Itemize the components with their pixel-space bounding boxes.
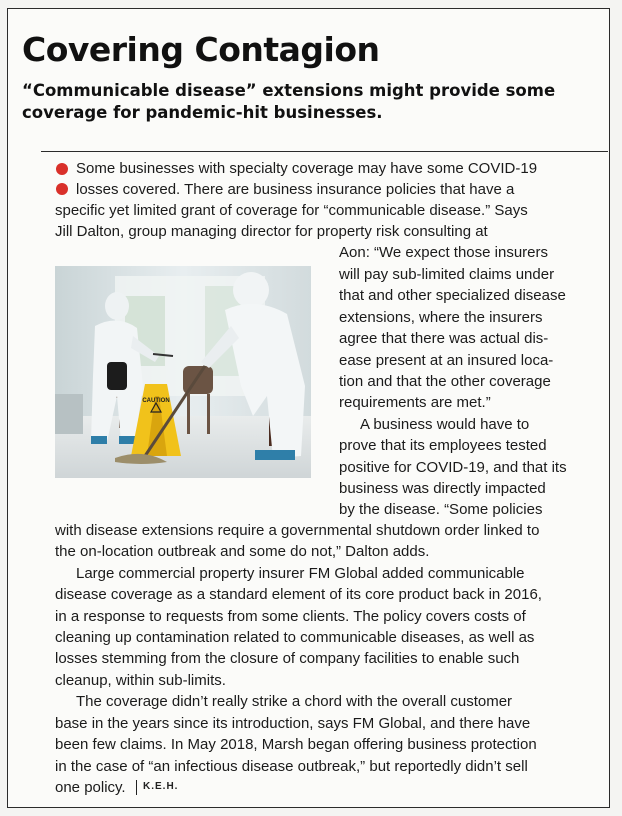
bullet-dot-icon — [56, 163, 68, 175]
body-line: losses stemming from the closure of company facilities to enable such — [55, 650, 520, 667]
body-line: been few claims. In May 2018, Marsh began offering business protection — [55, 736, 537, 753]
body-line: requirements are met.” — [339, 394, 491, 411]
author-initials: K.E.H. — [143, 781, 179, 792]
body-line: extensions, where the insurers — [339, 309, 543, 326]
body-line: positive for COVID-19, and that its — [339, 459, 567, 476]
body-line: ease present at an insured loca- — [339, 352, 554, 369]
body-line: Aon: “We expect those insurers — [339, 244, 548, 261]
bullet-dot-icon — [56, 183, 68, 195]
body-line: one policy. — [55, 779, 126, 796]
body-line: losses covered. There are business insurance policies that have a — [76, 181, 515, 198]
body-line: disease coverage as a standard element of its core product back in 2016, — [55, 586, 542, 603]
body-line: Some businesses with specialty coverage may have some COVID-19 — [76, 160, 538, 177]
body-line: the on-location outbreak and some do not,” Dalton adds. — [55, 543, 430, 560]
section-rule — [41, 151, 608, 152]
body-line: cleanup, within sub-limits. — [55, 672, 226, 689]
body-line: prove that its employees tested — [339, 437, 547, 454]
body-line: with disease extensions require a governmental shutdown order linked to — [55, 522, 540, 539]
body-line: Jill Dalton, group managing director for property risk consulting at — [55, 223, 488, 240]
body-line: that and other specialized disease — [339, 287, 566, 304]
body-line: A business would have to — [360, 416, 530, 433]
body-line: in the case of “an infectious disease outbreak,” but reportedly didn’t sell — [55, 758, 528, 775]
article-subtitle — [22, 80, 582, 124]
body-line: Large commercial property insurer FM Global added communicable — [76, 565, 525, 582]
subtitle-line: “Communicable disease” extensions might provide some — [22, 81, 556, 100]
body-line: The coverage didn’t really strike a chord with the overall customer — [76, 693, 513, 710]
photo-illustration — [55, 266, 311, 478]
cleaning-crew-photo — [55, 266, 311, 478]
body-line: will pay sub-limited claims under — [339, 266, 555, 283]
signature-divider — [136, 780, 137, 795]
body-line: base in the years since its introduction, says FM Global, and there have — [55, 715, 531, 732]
body-line: business was directly impacted — [339, 480, 546, 497]
body-line: agree that there was actual dis- — [339, 330, 549, 347]
body-line: in a response to requests from some clients. The policy covers costs of — [55, 608, 526, 625]
body-line: tion and that the other coverage — [339, 373, 551, 390]
body-line: specific yet limited grant of coverage for “communicable disease.” Says — [55, 202, 528, 219]
caution-sign-text: CAUTION — [142, 398, 170, 404]
body-line: by the disease. “Some policies — [339, 501, 543, 518]
subtitle-line: coverage for pandemic-hit businesses. — [22, 103, 383, 122]
article-title: Covering Contagion — [22, 30, 380, 69]
body-line: cleaning up contamination related to communicable diseases, as well as — [55, 629, 535, 646]
